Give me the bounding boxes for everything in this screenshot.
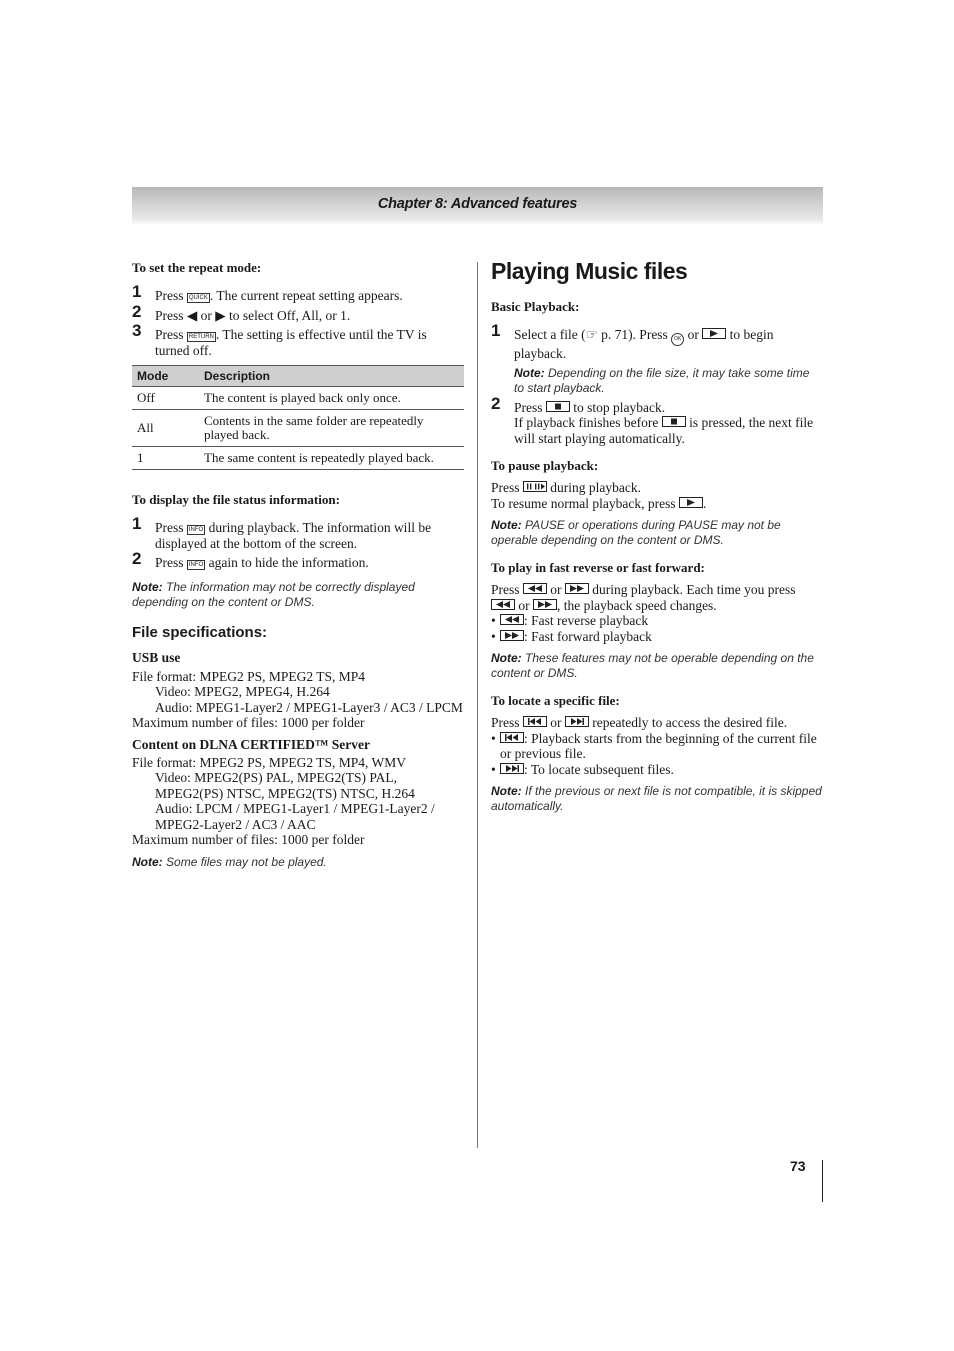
locate-heading: To locate a specific file: [491,693,620,708]
body-text: during playback. Each time you press [592,582,796,597]
note-text: Some files may not be played. [166,854,327,869]
note-label: Note: [132,854,163,869]
step-text: If playback finishes before [514,415,659,430]
table-cell: The same content is repeatedly played back. [199,447,464,470]
skip-forward-button-icon [565,716,589,727]
body-text: Press [491,715,520,730]
return-key-icon: RETURN [188,334,214,340]
list-item-text: : Fast reverse playback [524,613,649,628]
play-button-icon [702,328,726,339]
rewind-button-icon [491,599,515,610]
repeat-step-3 [132,321,464,358]
left-column [132,258,464,870]
status-note [132,580,464,610]
step-number: 1 [132,282,142,301]
step-text: again to hide the information. [208,555,369,570]
note-text: If the previous or next file is not compatible, it is skipped automatically. [491,784,822,813]
step-text: . The setting is effective until the TV is turned off. [155,327,427,358]
table-header-mode: Mode [132,366,199,387]
skip-forward-button-icon [500,763,524,774]
page-title: Playing Music files [491,258,688,284]
body-text: during playback. [550,480,641,495]
body-text: or [550,582,562,597]
dlna-format: File format: MPEG2 PS, MPEG2 TS, MP4, WMV [132,754,407,770]
stop-button-icon [546,401,570,412]
basic-step-1 [491,321,822,362]
list-item [491,629,822,645]
body-text: Press [491,582,520,597]
locate-line [491,715,822,731]
table-cell: All [132,410,199,447]
page-number-rule [822,1160,823,1202]
step-text: Press ◀ or ▶ to select Off, All, or 1. [155,307,351,323]
step-text: to stop playback. [573,399,666,415]
chapter-header [132,187,823,225]
info-key-icon: INFO [188,527,204,533]
step-text: Press [155,288,184,303]
chapter-title: Chapter 8: Advanced features [377,196,578,212]
step-text: is pressed, the next file will start playing automatically. [514,415,814,446]
pause-line-2: To resume normal playback, press . [491,495,707,511]
note-label: Note: [491,651,522,665]
pause-button-icon [523,481,547,492]
repeat-mode-table [132,365,464,470]
note-label: Note: [132,579,163,594]
step-number: 2 [132,301,142,321]
column-divider [477,262,478,1148]
note-label: Note: [491,784,522,798]
table-row [132,447,464,470]
pause-heading: To pause playback: [491,458,599,473]
quick-key-icon: QUICK [188,295,208,301]
basic-note [491,366,822,396]
usb-heading: USB use [132,649,181,665]
step-number: 2 [491,393,501,413]
table-header-description: Description [199,366,464,387]
list-item-text: : Fast forward playback [524,628,652,644]
specs-note [132,855,464,870]
table-cell: Off [132,387,199,410]
pause-line-1 [491,480,822,496]
table-header-row [132,366,464,387]
repeat-step-1 [132,282,464,304]
step-text: . The current repeat setting appears. [209,288,403,303]
usb-format: File format: MPEG2 PS, MPEG2 TS, MP4 [132,668,366,684]
repeat-mode-heading: To set the repeat mode: [132,260,262,275]
dlna-heading: Content on DLNA CERTIFIED™ Server [132,736,371,752]
table-row [132,410,464,447]
basic-step-2 [491,393,822,447]
body-text: repeatedly to access the desired file. [592,715,788,730]
ok-button-icon: OK [671,333,684,346]
skip-back-button-icon [523,716,547,727]
repeat-step-2 [132,301,464,324]
locate-note [491,784,822,814]
status-step-2 [132,549,464,571]
stop-button-icon [662,416,686,427]
step-text: Press [514,399,543,415]
page-number: 73 [790,1158,806,1174]
status-step-1 [132,514,464,551]
step-text: Press [155,555,184,570]
usb-video: Video: MPEG2, MPEG4, H.264 [155,684,330,699]
body-text: To resume normal playback, press [491,495,676,511]
list-item [491,762,822,778]
step-number: 2 [132,549,142,568]
right-column [491,258,822,814]
table-cell: The content is played back only once. [199,387,464,410]
dlna-audio: Audio: LPCM / MPEG1-Layer1 / MPEG1-Layer2 / MPEG2-Layer2 / AC3 / AAC [155,801,435,832]
step-text: Press [155,327,184,342]
body-text: or [518,597,530,613]
dlna-max: Maximum number of files: 1000 per folder [132,832,365,847]
file-specs-heading: File specifications: [132,623,268,641]
play-button-icon [679,497,703,508]
skip-back-button-icon [500,732,524,743]
fast-heading: To play in fast reverse or fast forward: [491,560,705,575]
step-text: Press [155,520,184,535]
fast-note [491,651,822,681]
status-heading: To display the file status information: [132,492,340,507]
pause-note [491,518,822,548]
step-text: to begin playback. [514,327,774,361]
usb-max: Maximum number of files: 1000 per folder [132,715,365,730]
step-number: 1 [491,321,501,340]
list-item-text: : To locate subsequent files. [524,761,674,777]
rewind-button-icon [500,614,524,625]
step-text: or [687,327,699,342]
list-item [491,731,822,762]
table-cell: Contents in the same folder are repeatedly played back. [199,410,464,447]
step-number: 3 [132,321,142,340]
body-text: Press [491,480,520,495]
note-text: These features may not be operable depending on the content or DMS. [491,651,814,680]
fast-forward-button-icon [500,630,524,641]
list-item [491,613,822,629]
body-text: or [550,715,562,730]
step-text: Select a file (☞ p. 71). Press [514,327,668,342]
rewind-button-icon [523,583,547,594]
note-label: Note: [514,365,545,380]
dlna-video: Video: MPEG2(PS) PAL, MPEG2(TS) PAL, MPEG2(PS) NTSC, MPEG2(TS) NTSC, H.264 [155,770,415,801]
basic-playback-heading: Basic Playback: [491,299,580,314]
list-item-text: : Playback starts from the beginning of the current file or previous file. [500,730,817,761]
fast-line [491,582,822,613]
table-cell: 1 [132,447,199,470]
fast-forward-button-icon [565,583,589,594]
note-text: The information may not be correctly displayed depending on the content or DMS. [132,579,415,609]
step-number: 1 [132,514,142,533]
table-row [132,387,464,410]
fast-forward-button-icon [533,599,557,610]
step-text: during playback. The information will be displayed at the bottom of the screen. [155,520,432,551]
info-key-icon: INFO [188,562,204,568]
note-label: Note: [491,518,522,532]
note-text: Depending on the file size, it may take some time to start playback. [514,365,810,395]
body-text: , the playback speed changes. [557,597,717,613]
note-text: PAUSE or operations during PAUSE may not be operable depending on the content or DMS. [491,518,781,547]
usb-audio: Audio: MPEG1-Layer2 / MPEG1-Layer3 / AC3 / LPCM [155,699,463,715]
